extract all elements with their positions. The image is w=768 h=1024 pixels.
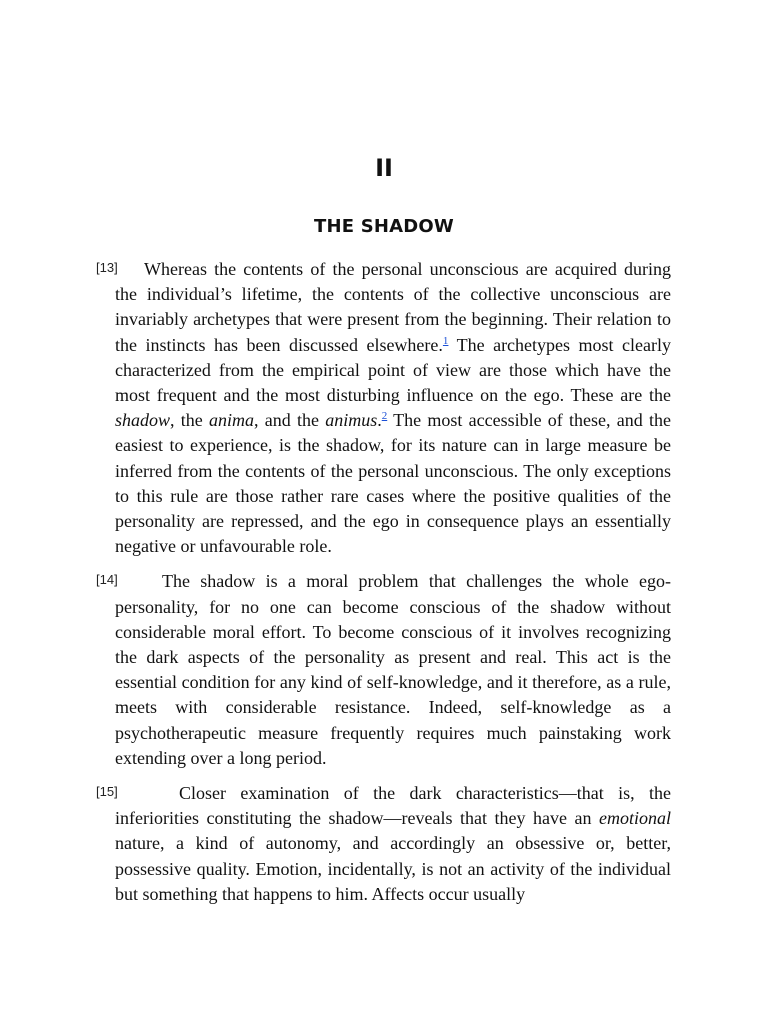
paragraph-text: The archetypes most clearly characterized from the empirical point of view are those which have the most frequent and the most disturbing influence on the ego. These are the (115, 334, 672, 406)
footnote-link[interactable]: 1 (442, 334, 449, 347)
paragraph-text: , and the (254, 410, 326, 431)
italic-term: anima (209, 410, 254, 431)
paragraph-13 (96, 257, 671, 559)
paragraph-text: The most accessible of these, and the easiest to experience, is the shadow, for its nature can in large measure be inferred from the contents of the personal unconscious. The only exceptions to this rule are those rather rare cases where the positive qualities of the personality are repressed, and the ego in consequence plays an essentially negative or unfavourable role. (115, 410, 671, 557)
paragraph-text: Closer examination of the dark characteristics—that is, the inferiorities constituting the shadow—reveals that they have an (115, 783, 671, 829)
chapter-title: THE SHADOW (314, 216, 454, 237)
italic-term: emotional (599, 808, 671, 829)
paragraph-text: Whereas the contents of the personal unconscious are acquired during the individual’s lifetime, the contents of the collective unconscious are invariably archetypes that were present from the beginning. Their relation to the instincts has been discussed elsewhere. (115, 259, 671, 355)
paragraph-text: , the (170, 410, 209, 431)
chapter-body (96, 257, 671, 917)
italic-term: animus (325, 410, 378, 431)
paragraph-text: nature, a kind of autonomy, and accordingly an obsessive or, better, possessive quality. Emotion, incidentally, is not an activity of the individual but something that happens to him. Affects occur usually (115, 833, 671, 904)
footnote-link[interactable]: 2 (381, 410, 388, 423)
italic-term: shadow (115, 410, 171, 431)
paragraph-text: . (377, 410, 382, 431)
paragraph-number: [14] (96, 572, 118, 588)
chapter-number: II (375, 154, 393, 182)
paragraph-14 (96, 569, 671, 771)
paragraph-number: [13] (96, 260, 118, 275)
paragraph-15 (96, 781, 671, 907)
paragraph-text: The shadow is a moral problem that challenges the whole ego-personality, for no one can become conscious of the shadow without considerable moral effort. To become conscious of it involves recognizing the dark aspects of the personality as present and real. This act is the essential condition for any kind of self-knowledge, and it therefore, as a rule, meets with considerable resistance. Indeed, self-knowledge as a psychotherapeutic measure frequently requires much painstaking work extending over a long period. (115, 571, 671, 768)
paragraph-number: [15] (96, 784, 118, 800)
